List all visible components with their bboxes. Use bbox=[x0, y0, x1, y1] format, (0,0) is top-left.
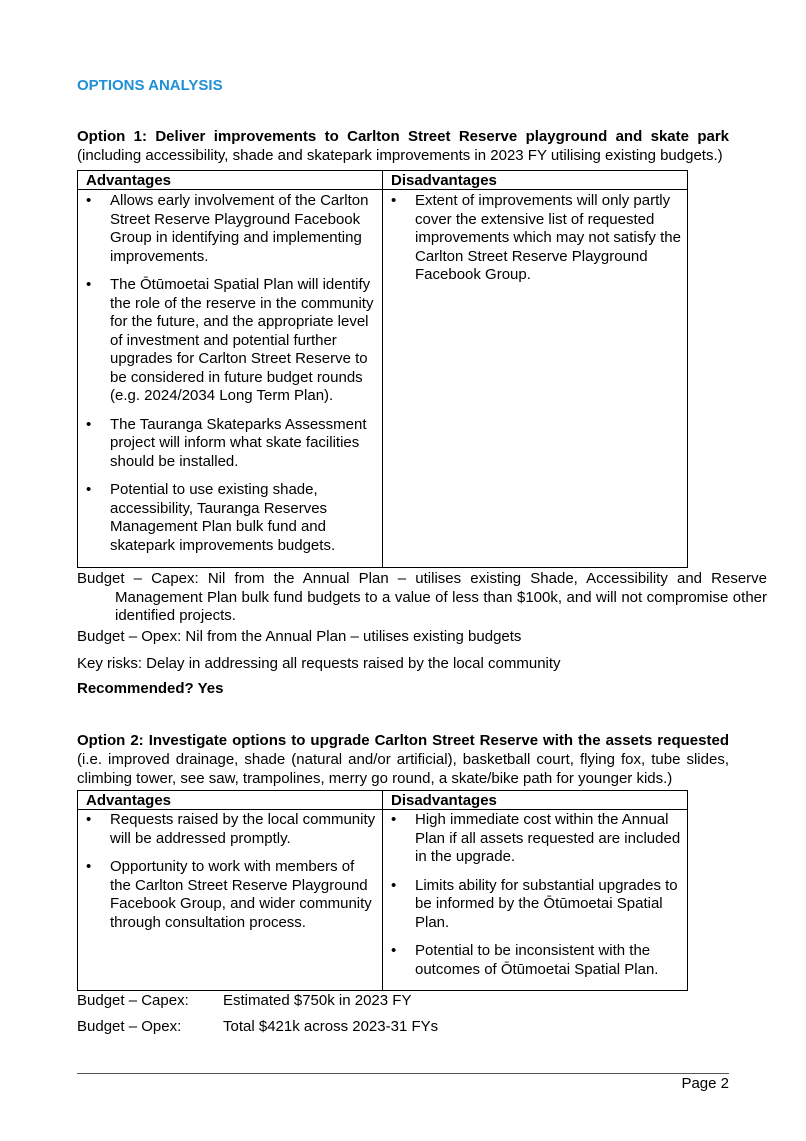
option2-advantages-cell bbox=[78, 810, 383, 991]
option2-disadvantages-list bbox=[383, 811, 687, 979]
option2-budget-opex-value: Total $421k across 2023-31 FYs bbox=[223, 1018, 439, 1035]
list-item: • Limits ability for substantial upgrades to be informed by the Ōtūmoetai Spatial Plan. bbox=[383, 877, 687, 933]
footer-divider bbox=[77, 1073, 729, 1074]
option1-heading bbox=[77, 127, 729, 165]
option1-disadvantages-cell bbox=[383, 190, 688, 568]
option1-subtitle: (including accessibility, shade and skatepark improvements in 2023 FY utilising existing budgets.) bbox=[77, 147, 723, 164]
option1-table-body bbox=[78, 190, 688, 568]
option1-advantages-header: Advantages bbox=[78, 171, 383, 190]
option1-budget-capex: Budget – Capex: Nil from the Annual Plan – utilises existing Shade, Accessibility and Reserve Management Plan bulk fund budgets to a value of less than $100k, and will not compromise other identified projects. bbox=[77, 570, 767, 624]
list-item: • The Tauranga Skateparks Assessment project will inform what skate facilities should be installed. bbox=[78, 416, 382, 472]
list-item: • Potential to be inconsistent with the outcomes of Ōtūmoetai Spatial Plan. bbox=[383, 942, 687, 979]
option1-advantages-cell bbox=[78, 190, 383, 568]
page-number: Page 2 bbox=[681, 1075, 729, 1092]
option2-advantages-header: Advantages bbox=[78, 791, 383, 810]
option2-disadvantages-cell bbox=[383, 810, 688, 991]
option1-title: Option 1: Deliver improvements to Carlton Street Reserve playground and skate park bbox=[77, 128, 729, 145]
list-item: • Opportunity to work with members of the Carlton Street Reserve Playground Facebook Group, and wider community through consultation process. bbox=[78, 858, 382, 932]
list-item: • Allows early involvement of the Carlton Street Reserve Playground Facebook Group in identifying and implementing improvements. bbox=[78, 192, 382, 266]
list-item: • The Ōtūmoetai Spatial Plan will identify the role of the reserve in the community for the future, and the appropriate level of investment and potential further upgrades for Carlton Street Reserve to be considered in future budget rounds (e.g. 2024/2034 Long Term Plan). bbox=[78, 276, 382, 406]
option2-title: Option 2: Investigate options to upgrade Carlton Street Reserve with the assets requested bbox=[77, 732, 729, 749]
option1-disadvantages-header: Disadvantages bbox=[383, 171, 688, 190]
option1-advantages-list bbox=[78, 192, 382, 555]
list-item: • Requests raised by the local community will be addressed promptly. bbox=[78, 811, 382, 848]
list-item: • Extent of improvements will only partly cover the extensive list of requested improvements which may not satisfy the Carlton Street Reserve Playground Facebook Group. bbox=[383, 192, 687, 285]
option2-budget-capex-value: Estimated $750k in 2023 FY bbox=[223, 992, 412, 1009]
option2-table-body bbox=[78, 810, 688, 991]
option2-advantages-list bbox=[78, 811, 382, 932]
list-item: • Potential to use existing shade, accessibility, Tauranga Reserves Management Plan bulk fund and skatepark improvements budgets. bbox=[78, 481, 382, 555]
option1-budget-opex: Budget – Opex: Nil from the Annual Plan – utilises existing budgets bbox=[77, 628, 522, 645]
option1-table-header bbox=[78, 171, 688, 190]
option1-table bbox=[77, 170, 688, 568]
option1-disadvantages-list bbox=[383, 192, 687, 285]
option2-table bbox=[77, 790, 688, 991]
section-title: OPTIONS ANALYSIS bbox=[77, 77, 223, 94]
option2-budget-opex-label: Budget – Opex: bbox=[77, 1018, 182, 1035]
option2-heading bbox=[77, 731, 729, 788]
option2-budget-capex-label: Budget – Capex: bbox=[77, 992, 189, 1009]
list-item: • High immediate cost within the Annual Plan if all assets requested are included in the upgrade. bbox=[383, 811, 687, 867]
option2-disadvantages-header: Disadvantages bbox=[383, 791, 688, 810]
option2-subtitle: (i.e. improved drainage, shade (natural and/or artificial), basketball court, flying fox, tube slides, climbing tower, see saw, trampolines, merry go round, a skate/bike path for younger kids.) bbox=[77, 751, 729, 787]
option1-key-risks: Key risks: Delay in addressing all requests raised by the local community bbox=[77, 655, 561, 672]
option2-table-header bbox=[78, 791, 688, 810]
option1-recommended: Recommended? Yes bbox=[77, 680, 224, 697]
